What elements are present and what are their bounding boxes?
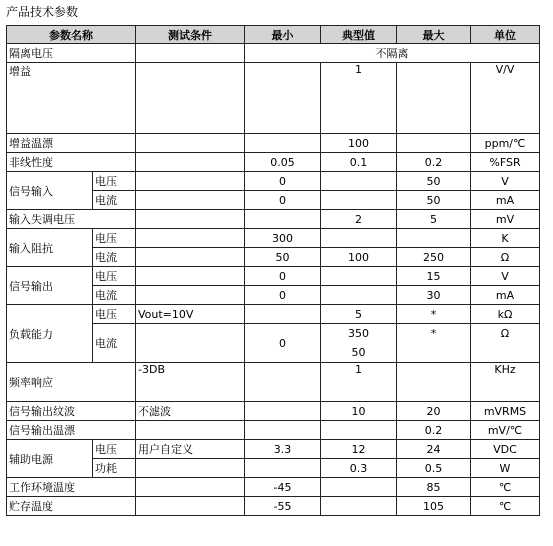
max-value: 0.2 bbox=[397, 153, 471, 172]
typ-value: 5 bbox=[321, 305, 397, 324]
sub-param: 电压 bbox=[93, 440, 136, 459]
header-unit: 单位 bbox=[471, 26, 540, 44]
header-row bbox=[7, 26, 540, 44]
sub-param: 电压 bbox=[93, 172, 136, 191]
max-value: 50 bbox=[397, 172, 471, 191]
max-value: 0.2 bbox=[397, 421, 471, 440]
typ-value: 100 bbox=[321, 134, 397, 153]
header-param: 参数名称 bbox=[7, 26, 136, 44]
merged-value: 不隔离 bbox=[245, 44, 540, 63]
table-row bbox=[7, 478, 540, 497]
header-condition: 测试条件 bbox=[136, 26, 245, 44]
typ-value: 10 bbox=[321, 402, 397, 421]
table-row bbox=[7, 153, 540, 172]
unit-value: V/V bbox=[471, 63, 540, 134]
unit-value: %FSR bbox=[471, 153, 540, 172]
typ-value: 1 bbox=[321, 363, 397, 402]
param-name: 输入失调电压 bbox=[7, 210, 136, 229]
min-value: -45 bbox=[245, 478, 321, 497]
param-name: 信号输出温漂 bbox=[7, 421, 136, 440]
unit-value: mVRMS bbox=[471, 402, 540, 421]
param-name: 输入阻抗 bbox=[7, 229, 93, 267]
typ-value: 1 bbox=[321, 63, 397, 134]
unit-value: mV bbox=[471, 210, 540, 229]
table-row bbox=[7, 440, 540, 459]
unit-value: kΩ bbox=[471, 305, 540, 324]
param-name: 信号输出纹波 bbox=[7, 402, 136, 421]
min-value: 0 bbox=[245, 191, 321, 210]
param-name: 信号输出 bbox=[7, 267, 93, 305]
min-value: 0 bbox=[245, 324, 321, 363]
max-value: 250 bbox=[397, 248, 471, 267]
param-name: 增益 bbox=[7, 63, 136, 134]
table-row bbox=[7, 63, 540, 134]
typ-value: 50 bbox=[351, 346, 366, 359]
max-value: * bbox=[397, 324, 471, 363]
condition-value: 不滤波 bbox=[136, 402, 245, 421]
min-value: -55 bbox=[245, 497, 321, 516]
unit-value: Ω bbox=[471, 248, 540, 267]
typ-value: 0.1 bbox=[321, 153, 397, 172]
table-row bbox=[7, 134, 540, 153]
sub-param: 电流 bbox=[93, 248, 136, 267]
unit-value: mV/℃ bbox=[471, 421, 540, 440]
min-value: 50 bbox=[245, 248, 321, 267]
max-value: 15 bbox=[397, 267, 471, 286]
min-value: 0 bbox=[245, 267, 321, 286]
condition-value: 用户自定义 bbox=[136, 440, 245, 459]
max-value: * bbox=[397, 305, 471, 324]
sub-param: 电压 bbox=[93, 267, 136, 286]
unit-value: Ω bbox=[471, 324, 540, 363]
max-value: 20 bbox=[397, 402, 471, 421]
condition-value: -3DB bbox=[136, 363, 245, 402]
sub-param: 功耗 bbox=[93, 459, 136, 478]
table-row bbox=[7, 305, 540, 324]
min-value: 3.3 bbox=[245, 440, 321, 459]
max-value: 5 bbox=[397, 210, 471, 229]
unit-value: V bbox=[471, 172, 540, 191]
unit-value: VDC bbox=[471, 440, 540, 459]
unit-value: ℃ bbox=[471, 497, 540, 516]
param-name: 增益温漂 bbox=[7, 134, 136, 153]
sub-param: 电流 bbox=[93, 286, 136, 305]
max-value: 85 bbox=[397, 478, 471, 497]
param-name: 隔离电压 bbox=[7, 44, 136, 63]
table-row bbox=[7, 229, 540, 248]
table-row bbox=[7, 172, 540, 191]
sub-param: 电流 bbox=[93, 191, 136, 210]
param-name: 辅助电源 bbox=[7, 440, 93, 478]
unit-value: mA bbox=[471, 191, 540, 210]
typ-value: 2 bbox=[321, 210, 397, 229]
header-typ: 典型值 bbox=[321, 26, 397, 44]
typ-value-stack bbox=[321, 324, 397, 363]
max-value: 105 bbox=[397, 497, 471, 516]
unit-value: K bbox=[471, 229, 540, 248]
param-name: 频率响应 bbox=[7, 363, 136, 402]
unit-value: KHz bbox=[471, 363, 540, 402]
spec-table bbox=[6, 25, 540, 516]
unit-value: W bbox=[471, 459, 540, 478]
condition-value: Vout=10V bbox=[136, 305, 245, 324]
typ-value: 0.3 bbox=[321, 459, 397, 478]
param-name: 非线性度 bbox=[7, 153, 136, 172]
sub-param: 电压 bbox=[93, 229, 136, 248]
sub-param: 电流 bbox=[93, 324, 136, 363]
unit-value: ppm/℃ bbox=[471, 134, 540, 153]
table-row bbox=[7, 363, 540, 402]
max-value: 0.5 bbox=[397, 459, 471, 478]
param-name: 负载能力 bbox=[7, 305, 93, 363]
table-row bbox=[7, 402, 540, 421]
table-row bbox=[7, 44, 540, 63]
typ-value: 12 bbox=[321, 440, 397, 459]
table-row bbox=[7, 497, 540, 516]
unit-value: V bbox=[471, 267, 540, 286]
min-value: 0.05 bbox=[245, 153, 321, 172]
min-value: 0 bbox=[245, 286, 321, 305]
header-max: 最大 bbox=[397, 26, 471, 44]
table-row bbox=[7, 210, 540, 229]
typ-value: 100 bbox=[321, 248, 397, 267]
max-value: 50 bbox=[397, 191, 471, 210]
min-value: 300 bbox=[245, 229, 321, 248]
param-name: 信号输入 bbox=[7, 172, 93, 210]
table-row bbox=[7, 421, 540, 440]
table-row bbox=[7, 267, 540, 286]
param-name: 工作环境温度 bbox=[7, 478, 136, 497]
max-value: 30 bbox=[397, 286, 471, 305]
page-title: 产品技术参数 bbox=[6, 5, 79, 19]
sub-param: 电压 bbox=[93, 305, 136, 324]
unit-value: ℃ bbox=[471, 478, 540, 497]
typ-value: 350 bbox=[348, 327, 369, 340]
min-value: 0 bbox=[245, 172, 321, 191]
header-min: 最小 bbox=[245, 26, 321, 44]
unit-value: mA bbox=[471, 286, 540, 305]
param-name: 贮存温度 bbox=[7, 497, 136, 516]
max-value: 24 bbox=[397, 440, 471, 459]
